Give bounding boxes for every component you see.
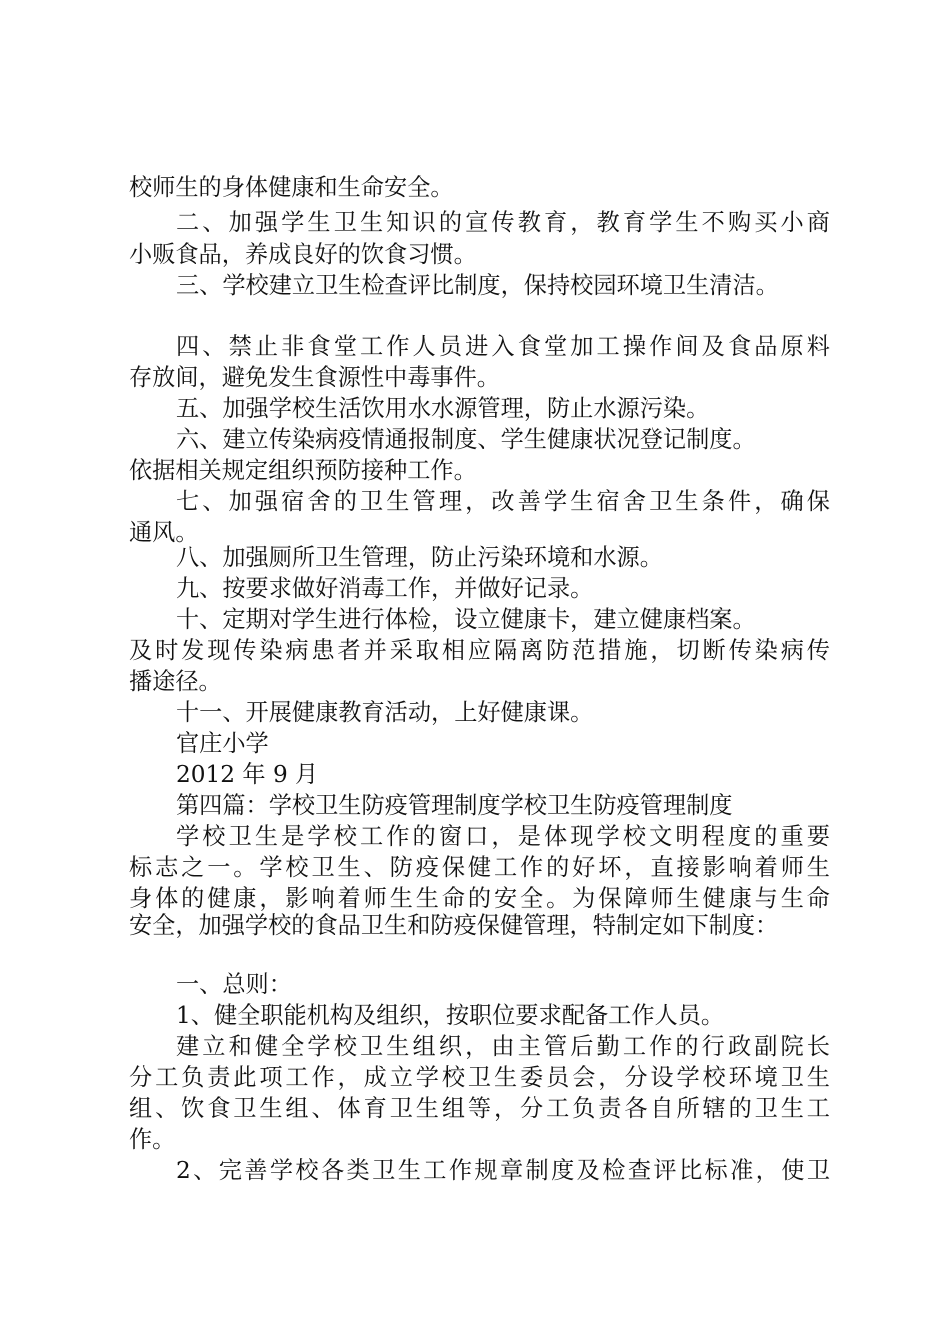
signature-name: 官庄小学 [176, 730, 269, 757]
text-line: 标志之一。学校卫生、防疫保健工作的好坏，直接影响着师生 [129, 854, 830, 881]
text-line: 2、完善学校各类卫生工作规章制度及检查评比标准，使卫 [176, 1157, 830, 1184]
text-line: 十、定期对学生进行体检，设立健康卡，建立健康档案。 [176, 606, 756, 633]
text-line: 存放间，避免发生食源性中毒事件。 [129, 364, 500, 391]
signature-date: 2012 年 9 月 [176, 761, 319, 788]
text-line: 及时发现传染病患者并采取相应隔离防范措施，切断传染病传 [129, 637, 830, 664]
text-line: 八、加强厕所卫生管理，防止污染环境和水源。 [176, 544, 663, 571]
text-line: 七、加强宿舍的卫生管理，改善学生宿舍卫生条件，确保 [176, 488, 830, 515]
text-line: 分工负责此项工作，成立学校卫生委员会，分设学校环境卫生 [129, 1064, 830, 1091]
text-line: 安全，加强学校的食品卫生和防疫保健管理，特制定如下制度： [129, 912, 779, 939]
text-line: 六、建立传染病疫情通报制度、学生健康状况登记制度。 [176, 426, 756, 453]
text-line: 身体的健康，影响着师生生命的安全。为保障师生健康与生命 [129, 885, 830, 912]
text-line: 五、加强学校生活饮用水水源管理，防止水源污染。 [176, 395, 710, 422]
text-line: 1、健全职能机构及组织，按职位要求配备工作人员。 [176, 1002, 725, 1029]
text-line: 四、禁止非食堂工作人员进入食堂加工操作间及食品原料 [176, 333, 830, 360]
text-line: 二、加强学生卫生知识的宣传教育，教育学生不购买小商 [176, 209, 830, 236]
text-line: 十一、开展健康教育活动，上好健康课。 [176, 699, 594, 726]
text-line: 校师生的身体健康和生命安全。 [129, 174, 454, 201]
text-line: 小贩食品，养成良好的饮食习惯。 [129, 241, 477, 268]
text-line: 九、按要求做好消毒工作，并做好记录。 [176, 575, 594, 602]
text-line: 学校卫生是学校工作的窗口，是体现学校文明程度的重要 [176, 823, 830, 850]
text-line: 组、饮食卫生组、体育卫生组等，分工负责各自所辖的卫生工 [129, 1095, 830, 1122]
text-line: 作。 [129, 1126, 176, 1153]
section-heading: 第四篇：学校卫生防疫管理制度学校卫生防疫管理制度 [176, 792, 733, 819]
text-line: 建立和健全学校卫生组织，由主管后勤工作的行政副院长 [176, 1033, 830, 1060]
subsection-heading: 一、总则： [176, 971, 292, 998]
text-line: 播途径。 [129, 668, 222, 695]
text-line: 依据相关规定组织预防接种工作。 [129, 457, 477, 484]
text-line: 三、学校建立卫生检查评比制度，保持校园环境卫生清洁。 [176, 272, 779, 299]
text-line: 通风。 [129, 519, 199, 546]
